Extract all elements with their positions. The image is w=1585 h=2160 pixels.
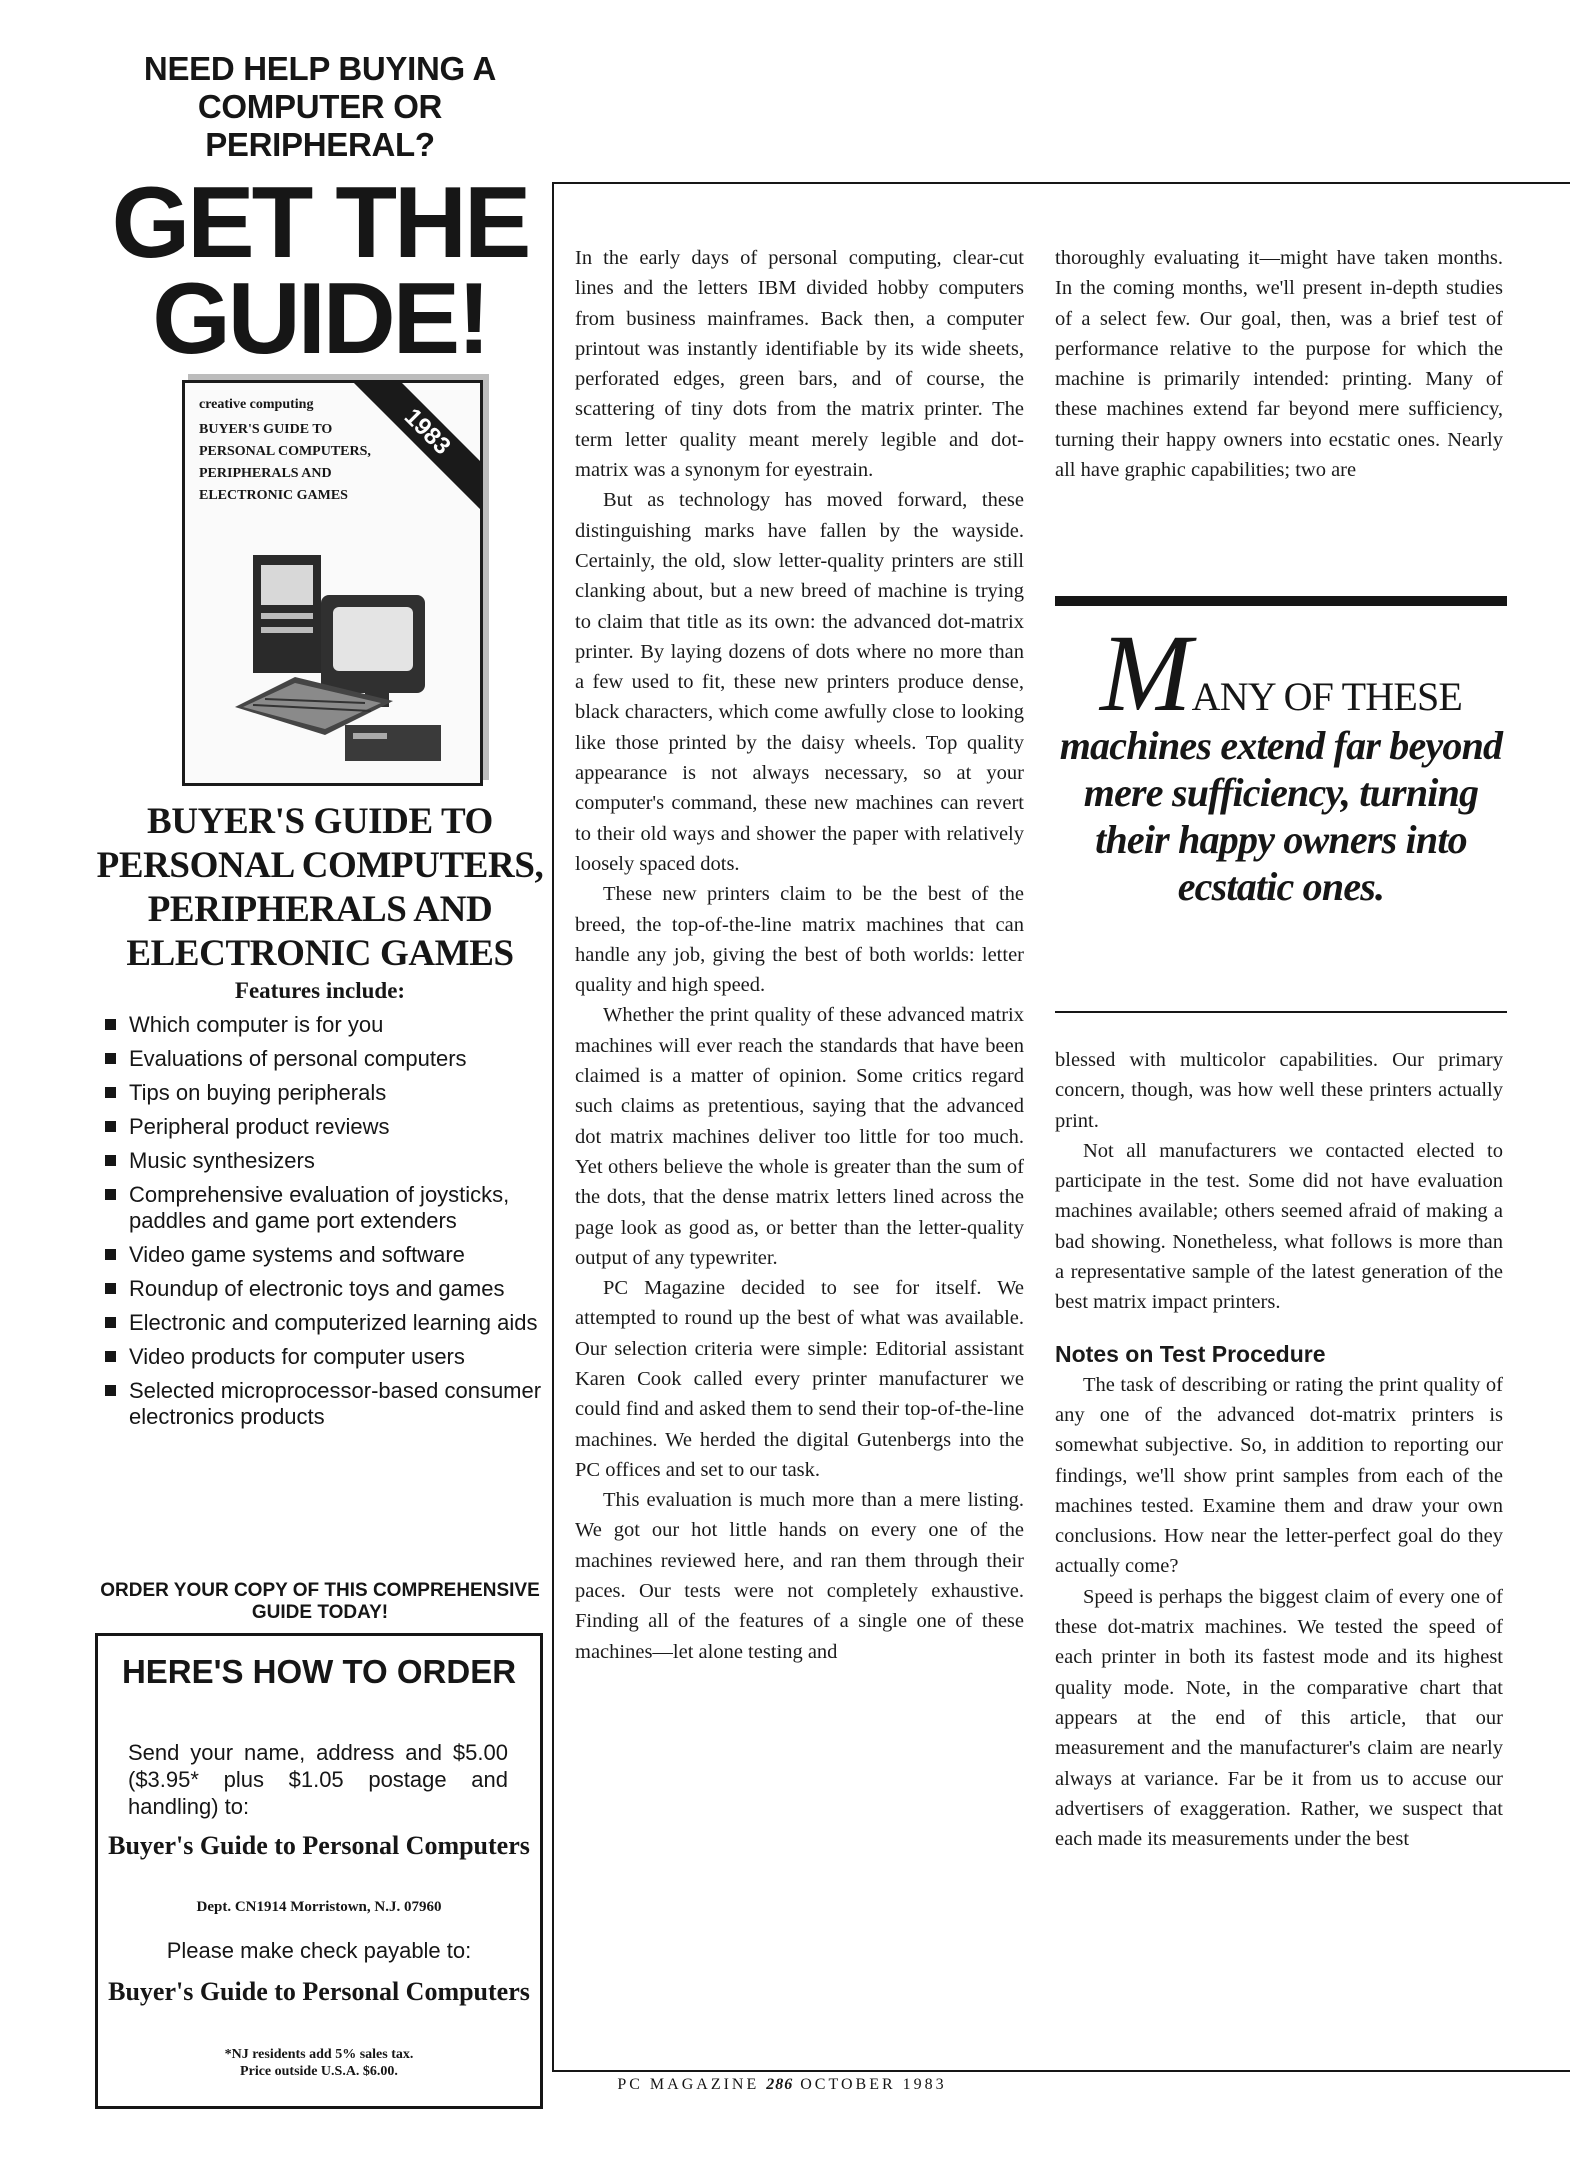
pull-quote-body: machines extend far beyond mere sufficiency, turning their happy owners into ecstatic ones. <box>1059 723 1503 909</box>
ad-question: NEED HELP BUYING A COMPUTER OR PERIPHERAL? <box>143 50 497 163</box>
list-item: Music synthesizers <box>105 1148 545 1174</box>
article-column-1 <box>575 243 1024 1667</box>
order-cta: ORDER YOUR COPY OF THIS COMPREHENSIVE GUIDE TODAY! <box>100 1580 540 1623</box>
article-column-2-top <box>1055 243 1503 485</box>
section-subhead: Notes on Test Procedure <box>1055 1340 1326 1367</box>
book-title-line: BUYER'S GUIDE TO <box>199 422 333 437</box>
folio-date: OCTOBER 1983 <box>800 2076 947 2093</box>
list-item: Selected microprocessor-based consumer electronics products <box>105 1378 545 1430</box>
article-paragraph: These new printers claim to be the best of the breed, the top-of-the-line matrix machines that can handle any job, giving the best of both worlds: letter quality and high speed. <box>575 883 1024 997</box>
list-item: Evaluations of personal computers <box>105 1046 545 1072</box>
article-paragraph: blessed with multicolor capabilities. Our primary concern, though, was how well these printers actually print. <box>1055 1049 1503 1132</box>
pull-quote-bottom-rule <box>1055 1011 1507 1013</box>
computer-illustration <box>225 543 455 773</box>
list-item: Tips on buying peripherals <box>105 1080 545 1106</box>
order-instructions: Send your name, address and $5.00 ($3.95* plus $1.05 postage and handling) to: <box>128 1740 508 1819</box>
pull-quote-lead: ANY OF THESE <box>1191 674 1463 719</box>
ad-subtitle: BUYER'S GUIDE TO PERSONAL COMPUTERS, PERIPHERALS AND ELECTRONIC GAMES <box>96 801 544 974</box>
payee-name: Buyer's Guide to Personal Computers <box>108 1977 530 2006</box>
book-title-line: PERIPHERALS AND <box>199 466 332 481</box>
article-paragraph: But as technology has moved forward, these distinguishing marks have fallen by the wayside. Certainly, the old, slow letter-quality printers are still clanking about, but a new breed of machine is trying to claim that title as its own: the advanced dot-matrix printer. By laying dozens of dots where no more than a few used to fit, these new printers produce dense, black characters, which come awfully close to looking like those printed by the daisy wheels. Top quality appearance is not always necessary, so at your computer's command, these new machines can revert to their old ways and shower the paper with relatively loosely spaced dots. <box>575 489 1024 875</box>
article-paragraph: Not all manufacturers we contacted elected to participate in the test. Some did not have evaluation machines available; others seemed afraid of making a bad showing. Nonetheless, what follows is more than a representative sample of the latest generation of the best matrix impact printers. <box>1055 1139 1503 1314</box>
features-heading: Features include: <box>234 978 406 1003</box>
article-paragraph: Whether the print quality of these advanced matrix machines will ever reach the standards that have been claimed is a matter of opinion. Some critics regard such claims as pretentious, saying that the advanced dot matrix machines deliver too little for too much. Yet others believe the whole is greater than the sum of the dots, that the dense matrix letters lined across the page look as good as, or better than the letter-quality output of any typewriter. <box>575 1004 1024 1269</box>
book-title <box>199 419 371 507</box>
pull-quote-top-rule <box>1055 596 1507 606</box>
pull-quote <box>1055 612 1507 910</box>
order-recipient-name: Buyer's Guide to Personal Computers <box>108 1831 530 1860</box>
book-title-line: PERSONAL COMPUTERS, <box>199 444 371 459</box>
book-brand: creative computing <box>199 397 314 412</box>
article-column-2-bottom <box>1055 1045 1503 1854</box>
ad-headline: GET THE GUIDE! <box>111 167 529 375</box>
book-year-band: 1983 <box>348 380 483 511</box>
book-title-line: ELECTRONIC GAMES <box>199 488 348 503</box>
article-frame-top-rule <box>552 182 1570 184</box>
list-item: Which computer is for you <box>105 1012 545 1038</box>
article-paragraph: In the early days of personal computing, clear-cut lines and the letters IBM divided hobby computers from business mainframes. Back then, a computer printout was instantly identifiable by its wide sheets, perforated edges, green bars, and of course, the scattering of tiny dots from the matrix printer. The term letter quality meant merely legible and dot-matrix was a synonym for eyestrain. <box>575 247 1024 482</box>
footnote-line: *NJ residents add 5% sales tax. <box>224 2047 414 2062</box>
order-address: Dept. CN1914 Morristown, N.J. 07960 <box>196 1899 442 1915</box>
footnote-line: Price outside U.S.A. $6.00. <box>240 2064 398 2079</box>
list-item: Roundup of electronic toys and games <box>105 1276 545 1302</box>
article-paragraph: thoroughly evaluating it—might have taken months. In the coming months, we'll present in-depth studies of a select few. Our goal, then, was a brief test of performance relative to the purpose for which the machine is primarily intended: printing. Many of these machines extend far beyond mere sufficiency, turning their happy owners into ecstatic ones. Nearly all have graphic capabilities; two are <box>1055 247 1503 482</box>
features-list <box>105 1012 545 1438</box>
list-item: Video products for computer users <box>105 1344 545 1370</box>
list-item: Comprehensive evaluation of joysticks, paddles and game port extenders <box>105 1182 545 1234</box>
pull-quote-lead-line <box>1055 612 1507 734</box>
order-box <box>95 1633 543 2109</box>
article-paragraph: The task of describing or rating the print quality of any one of the advanced dot-matrix printers is somewhat subjective. So, in addition to reporting our findings, we'll show print samples from each of the machines tested. Examine them and draw your own conclusions. How near the letter-perfect goal do they actually come? <box>1055 1373 1503 1578</box>
article-paragraph: PC Magazine decided to see for itself. We attempted to round up the best of what was available. Our selection criteria were simple: Editorial assistant Karen Cook called every printer manufacturer we could find and asked them to send their top-of-the-line machines. We herded the digital Gutenbergs into the PC offices and set to our task. <box>575 1277 1024 1481</box>
list-item: Peripheral product reviews <box>105 1114 545 1140</box>
book-cover-image <box>182 380 483 786</box>
article-paragraph: This evaluation is much more than a mere listing. We got our hot little hands on every one of the machines reviewed here, and ran them through their paces. Our tests were not completely exhaustive. Finding all of the features of a single one of these machines—let alone testing and <box>575 1489 1024 1663</box>
list-item: Video game systems and software <box>105 1242 545 1268</box>
folio-magazine: PC MAGAZINE <box>617 2076 760 2093</box>
article-frame-left-rule <box>552 182 554 2072</box>
article-paragraph: Speed is perhaps the biggest claim of every one of these dot-matrix machines. We tested the speed of each printer in both its fastest mode and its highest quality mode. Note, in the comparative chart that appears at the end of this article, that our measurement and the manufacturer's claim are nearly always at variance. Far be it from us to accuse our advertisers of exaggeration. Rather, we suspect that each made its measurements under the best <box>1055 1585 1503 1851</box>
order-heading: HERE'S HOW TO ORDER <box>121 1653 517 1690</box>
folio-page-number: 286 <box>766 2076 794 2093</box>
article-frame-bottom-rule <box>552 2070 1570 2072</box>
page-folio <box>552 2076 1012 2094</box>
pull-quote-drop-cap: M <box>1099 612 1192 734</box>
order-footnote <box>98 2046 540 2080</box>
list-item: Electronic and computerized learning aids <box>105 1310 545 1336</box>
payable-label: Please make check payable to: <box>166 1938 472 1963</box>
